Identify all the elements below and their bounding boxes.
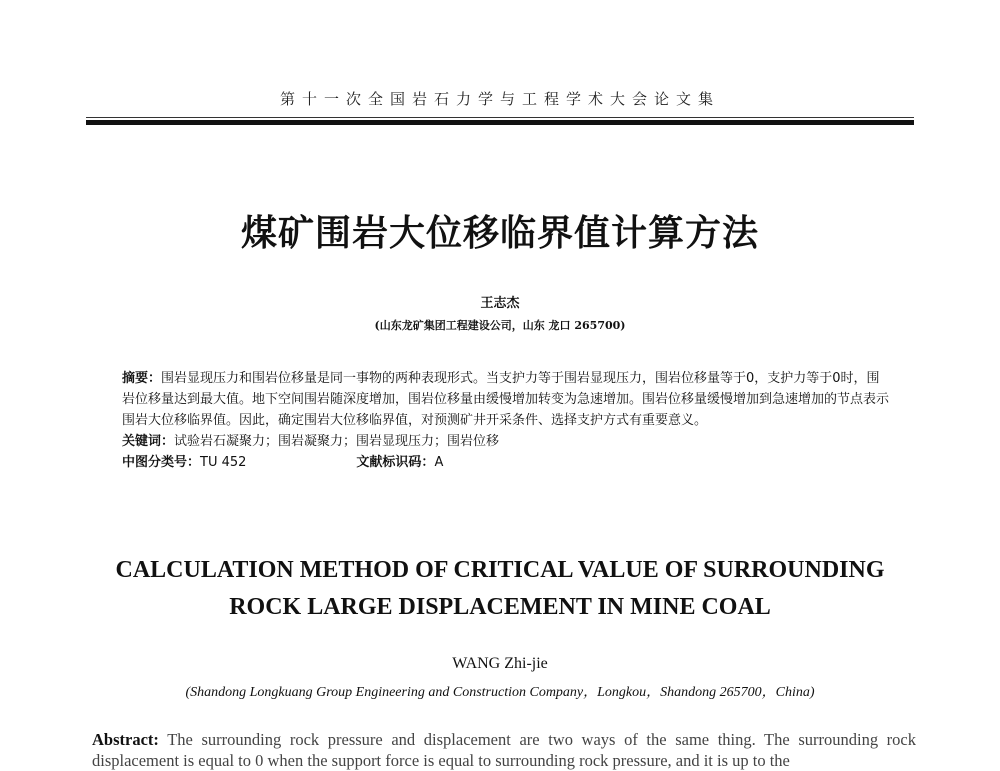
chinese-abstract-block	[122, 368, 892, 473]
english-title-line2: ROCK LARGE DISPLACEMENT IN MINE COAL	[229, 594, 771, 620]
abstract-label-en: Abstract:	[92, 730, 159, 749]
chinese-author: 王志杰	[480, 296, 520, 311]
chinese-affiliation: (山东龙矿集团工程建设公司，山东 龙口 265700)	[374, 319, 626, 332]
header-rule-thick	[86, 120, 914, 125]
doc-code-value: A	[434, 455, 444, 470]
classification-value: TU 452	[200, 455, 247, 470]
english-title-line1: CALCULATION METHOD OF CRITICAL VALUE OF SURROUNDING	[115, 557, 885, 583]
chinese-keywords	[122, 431, 892, 452]
english-author: WANG Zhi-jie	[452, 655, 548, 672]
chinese-abstract	[122, 368, 892, 431]
chinese-title: 煤矿围岩大位移临界值计算方法	[240, 213, 759, 254]
english-title	[0, 552, 1000, 626]
classification-label: 中图分类号：	[122, 455, 201, 470]
keywords-text-cn: 试验岩石凝聚力；围岩凝聚力；围岩显现压力；围岩位移	[174, 434, 500, 449]
abstract-text-en: The surrounding rock pressure and displacement are two ways of the same thing. The surrounding rock displacement is equal to 0 when the support force is equal to surrounding rock pressure, and it is up to the	[92, 730, 916, 770]
header-rule-thin	[86, 117, 914, 118]
doc-code-label: 文献标识码：	[356, 455, 435, 470]
english-affiliation	[0, 681, 1000, 701]
abstract-label-cn: 摘要：	[122, 371, 162, 386]
classification-row	[122, 452, 892, 473]
keywords-label-cn: 关键词：	[122, 434, 175, 449]
english-abstract	[92, 729, 916, 771]
journal-header: 第十一次全国岩石力学与工程学术大会论文集	[279, 90, 720, 108]
english-affiliation-text: (Shandong Longkuang Group Engineering and Construction Company，Longkou，Shandong 265700，China)	[185, 685, 815, 700]
abstract-text-cn: 围岩显现压力和围岩位移量是同一事物的两种表现形式。当支护力等于围岩显现压力，围岩位移量等于0，支护力等于0时，围岩位移量达到最大值。地下空间围岩随深度增加，围岩位移量由缓慢增加转变为急速增加。围岩位移量缓慢增加到急速增加的节点表示围岩大位移临界值。因此，确定围岩大位移临界值，对预测矿井开采条件、选择支护方式有重要意义。	[122, 371, 890, 428]
